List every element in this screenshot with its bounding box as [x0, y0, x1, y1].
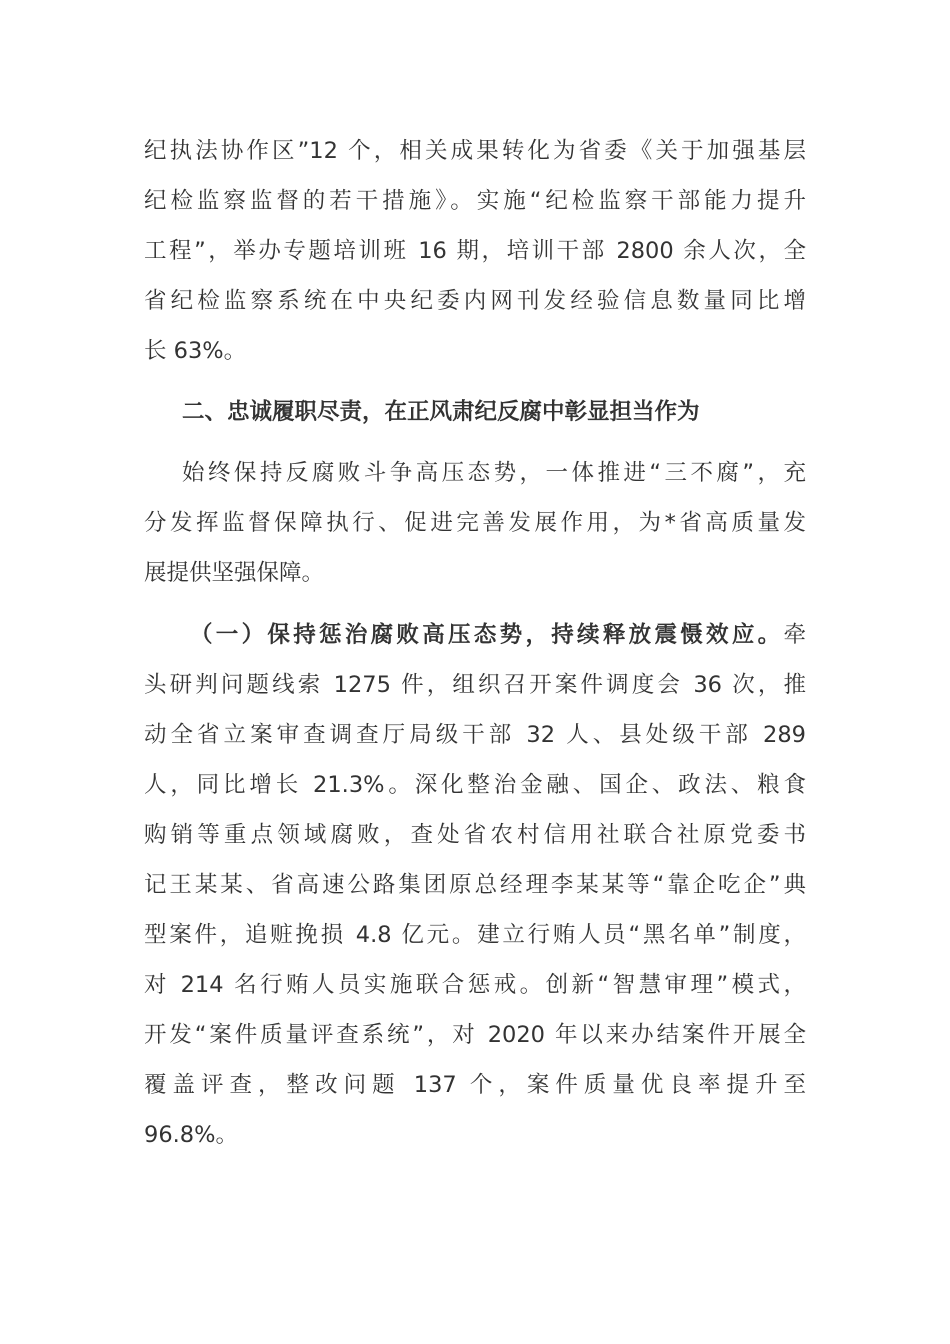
para3-line-6: 记王某某、省高速公路集团原总经理李某某等“靠企吃企”典 — [144, 872, 806, 898]
para3-line-3: 动全省立案审查调查厅局级干部 32 人、县处级干部 289 — [144, 722, 806, 748]
para1-line-4: 省纪检监察系统在中央纪委内网刊发经验信息数量同比增 — [144, 288, 806, 314]
para2-line-2: 分发挥监督保障执行、促进完善发展作用，为*省高质量发 — [144, 510, 806, 536]
para1-line-5: 长 63%。 — [144, 338, 247, 364]
para3-bold-lead: （一）保持惩治腐败高压态势，持续释放震慑效应。 — [190, 622, 784, 648]
para3-line-1 — [190, 610, 806, 660]
para2-line-1: 始终保持反腐败斗争高压态势，一体推进“三不腐”，充 — [182, 460, 806, 486]
para3-line-5: 购销等重点领域腐败，查处省农村信用社联合社原党委书 — [144, 822, 806, 848]
para1-line-3: 工程”，举办专题培训班 16 期，培训干部 2800 余人次，全 — [144, 238, 806, 264]
para3-line-8: 对 214 名行贿人员实施联合惩戒。创新“智慧审理”模式， — [144, 972, 806, 998]
para1-line-1: 纪执法协作区”12 个，相关成果转化为省委《关于加强基层 — [144, 138, 806, 164]
para3-line-9: 开发“案件质量评查系统”，对 2020 年以来办结案件开展全 — [144, 1022, 806, 1048]
para3-line-2: 头研判问题线索 1275 件，组织召开案件调度会 36 次，推 — [144, 672, 806, 698]
para3-line-11: 96.8%。 — [144, 1122, 238, 1148]
para1-line-2: 纪检监察监督的若干措施》。实施“纪检监察干部能力提升 — [144, 188, 806, 214]
section-heading-2: 二、忠诚履职尽责，在正风肃纪反腐中彰显担当作为 — [182, 399, 700, 425]
para3-line-7: 型案件，追赃挽损 4.8 亿元。建立行贿人员“黑名单”制度， — [144, 922, 806, 948]
para3-line-4: 人，同比增长 21.3%。深化整治金融、国企、政法、粮食 — [144, 772, 806, 798]
para3-line-10: 覆盖评查，整改问题 137 个，案件质量优良率提升至 — [144, 1072, 806, 1098]
para2-line-3: 展提供坚强保障。 — [144, 560, 325, 586]
para3-lead-rest: 牵 — [783, 622, 806, 648]
